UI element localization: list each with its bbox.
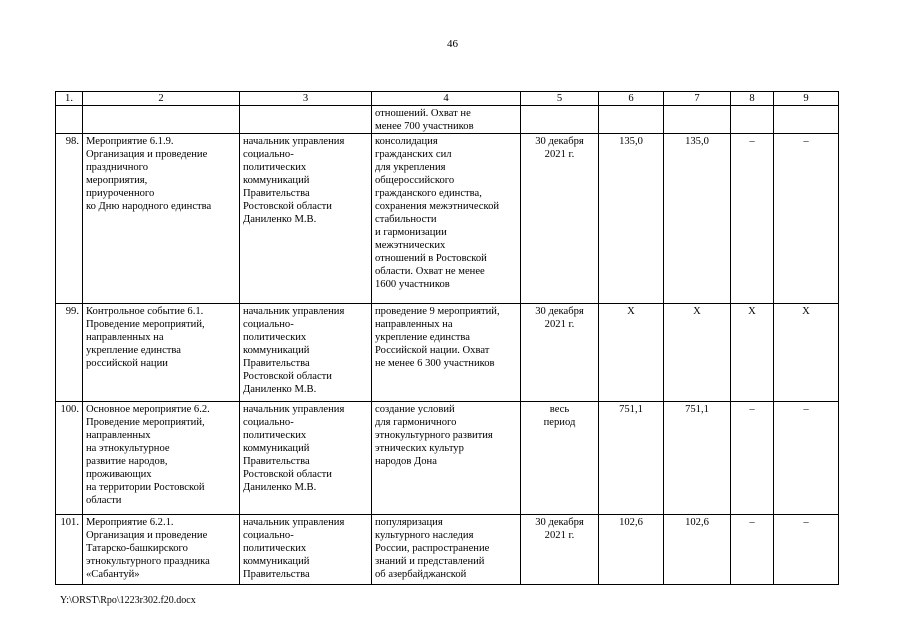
- value-cell: –: [731, 134, 774, 304]
- result-cell: консолидация гражданских сил для укрепления общероссийского гражданского единства, сохранения межэтнической стабильности и гармонизации межэтнических отношений в Ростовской области. Охват не менее 1600 участников: [372, 134, 521, 304]
- responsible-cell: начальник управления социально- политических коммуникаций Правительства Ростовской области Даниленко М.В.: [240, 134, 372, 304]
- responsible-cell: [240, 106, 372, 134]
- value-cell: –: [731, 402, 774, 515]
- header-cell: 7: [664, 92, 731, 106]
- responsible-cell: начальник управления социально- политических коммуникаций Правительства Ростовской области Даниленко М.В.: [240, 304, 372, 402]
- row-number-cell: 101.: [56, 515, 83, 585]
- value-cell: [664, 106, 731, 134]
- value-cell: 135,0: [599, 134, 664, 304]
- result-cell: отношений. Охват не менее 700 участников: [372, 106, 521, 134]
- result-cell: проведение 9 мероприятий, направленных на укрепление единства Российской нации. Охват не менее 6 300 участников: [372, 304, 521, 402]
- measure-name-cell: Мероприятие 6.1.9. Организация и проведение праздничного мероприятия, приуроченного ко Дню народного единства: [83, 134, 240, 304]
- header-cell: 2: [83, 92, 240, 106]
- value-cell: 135,0: [664, 134, 731, 304]
- header-cell: 5: [521, 92, 599, 106]
- deadline-cell: 30 декабря 2021 г.: [521, 134, 599, 304]
- responsible-cell: начальник управления социально- политических коммуникаций Правительства: [240, 515, 372, 585]
- value-cell: Х: [731, 304, 774, 402]
- deadline-cell: весь период: [521, 402, 599, 515]
- page-number: 46: [447, 38, 458, 50]
- row-number-cell: 100.: [56, 402, 83, 515]
- header-cell: 1.: [56, 92, 83, 106]
- value-cell: 751,1: [664, 402, 731, 515]
- value-cell: [731, 106, 774, 134]
- row-number-cell: 98.: [56, 134, 83, 304]
- header-cell: 3: [240, 92, 372, 106]
- value-cell: –: [774, 134, 839, 304]
- table-row: [56, 402, 839, 515]
- measure-name-cell: Контрольное событие 6.1. Проведение мероприятий, направленных на укрепление единства российской нации: [83, 304, 240, 402]
- header-cell: 8: [731, 92, 774, 106]
- file-path-footer: Y:\ORST\Rpo\1223r302.f20.docx: [60, 595, 196, 606]
- value-cell: 751,1: [599, 402, 664, 515]
- value-cell: –: [731, 515, 774, 585]
- value-cell: [599, 106, 664, 134]
- value-cell: Х: [774, 304, 839, 402]
- value-cell: Х: [664, 304, 731, 402]
- value-cell: 102,6: [599, 515, 664, 585]
- measure-name-cell: [83, 106, 240, 134]
- measure-name-cell: Мероприятие 6.2.1. Организация и проведение Татарско-башкирского этнокультурного праздника «Сабантуй»: [83, 515, 240, 585]
- table-header-row: [56, 92, 839, 106]
- responsible-cell: начальник управления социально- политических коммуникаций Правительства Ростовской области Даниленко М.В.: [240, 402, 372, 515]
- result-cell: популяризация культурного наследия России, распространение знаний и представлений об азербайджанской: [372, 515, 521, 585]
- value-cell: –: [774, 402, 839, 515]
- measures-table: [55, 91, 839, 585]
- table-row: [56, 515, 839, 585]
- table-row: [56, 106, 839, 134]
- deadline-cell: 30 декабря 2021 г.: [521, 515, 599, 585]
- result-cell: создание условий для гармоничного этнокультурного развития этнических культур народов Дона: [372, 402, 521, 515]
- value-cell: [774, 106, 839, 134]
- header-cell: 4: [372, 92, 521, 106]
- row-number-cell: 99.: [56, 304, 83, 402]
- header-cell: 9: [774, 92, 839, 106]
- table-row: [56, 304, 839, 402]
- value-cell: –: [774, 515, 839, 585]
- deadline-cell: 30 декабря 2021 г.: [521, 304, 599, 402]
- table-row: [56, 134, 839, 304]
- row-number-cell: [56, 106, 83, 134]
- value-cell: Х: [599, 304, 664, 402]
- value-cell: 102,6: [664, 515, 731, 585]
- header-cell: 6: [599, 92, 664, 106]
- measure-name-cell: Основное мероприятие 6.2. Проведение мероприятий, направленных на этнокультурное развитие народов, проживающих на территории Ростовской области: [83, 402, 240, 515]
- deadline-cell: [521, 106, 599, 134]
